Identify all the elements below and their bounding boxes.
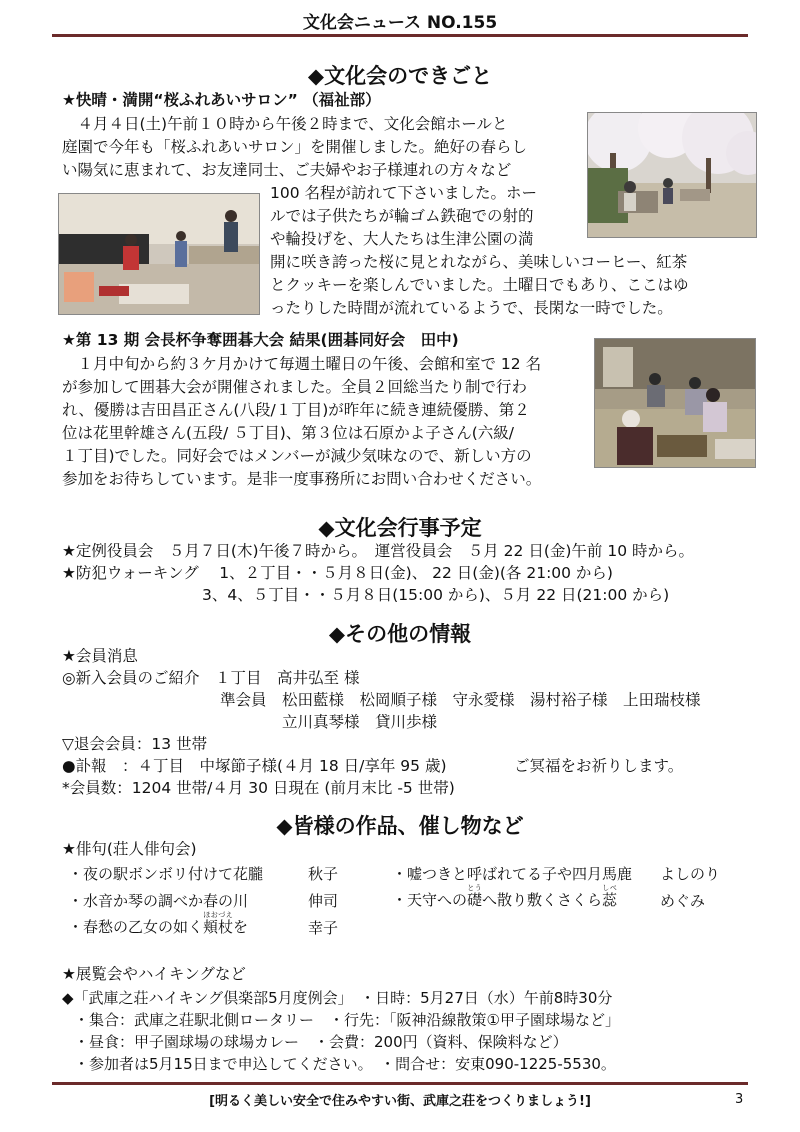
- hiking-line: ・参加者は5月15日まで申込してください。 ・問合せ：安東090-1225-5530。: [74, 1055, 616, 1073]
- haiku-author: よしのり: [660, 865, 721, 883]
- footer-slogan: [明るく美しい安全で住みやすい街、武庫之荘をつくりましょう!]: [209, 1094, 591, 1109]
- haiku-author: めぐみ: [660, 892, 706, 910]
- salon-line: や輪投げを、大人たちは生津公園の満: [270, 230, 534, 248]
- haiku-verse: ・嘘つきと呼ばれてる子や四月馬鹿: [392, 865, 633, 883]
- members-title: ★会員消息: [62, 647, 138, 665]
- salon-line: ４月４日(土)午前１０時から午後２時まで、文化会館ホールと: [62, 115, 508, 133]
- page-number: 3: [735, 1092, 744, 1107]
- go-title: ★第 13 期 会長杯争奪囲碁大会 結果(囲碁同好会 田中): [62, 331, 459, 349]
- quasi-members: 準会員 松田藍様 松岡順子様 守永愛様 湯村裕子様 上田瑞枝様: [220, 691, 701, 709]
- section-heading-schedule: ◆文化会行事予定: [318, 516, 482, 540]
- haiku-title: ★俳句(荘人俳句会): [62, 840, 197, 858]
- hiking-line: ◆「武庫之荘ハイキング倶楽部5月度例会」 ・日時：5月27日（水）午前8時30分: [62, 989, 613, 1007]
- go-line: １丁目)でした。同好会ではメンバーが減少気味なので、新しい方の: [62, 447, 532, 465]
- hiking-line: ・集合：武庫之荘駅北側ロータリー ・行先：「阪神沿線散策①甲子園球場など」: [74, 1011, 620, 1029]
- top-rule: [52, 34, 748, 37]
- member-count: *会員数：1204 世帯/４月 30 日現在 (前月末比 -5 世帯): [62, 779, 455, 797]
- salon-line: 100 名程が訪れて下さいました。ホー: [270, 184, 538, 202]
- go-line: 位は花里幹雄さん(五段/ ５丁目)、第３位は石原かよ子さん(六級/: [62, 424, 515, 442]
- go-line: 参加をお待ちしています。是非一度事務所にお問い合わせください。: [62, 470, 542, 488]
- section-heading-works: ◆皆様の作品、催し物など: [276, 814, 524, 838]
- salon-line: い陽気に恵まれて、お友達同士、ご夫婦やお子様連れの方々など: [62, 161, 512, 179]
- section-heading-other: ◆その他の情報: [328, 622, 472, 646]
- haiku-author: 幸子: [308, 919, 339, 937]
- section-heading-events: ◆文化会のできごと: [307, 64, 493, 88]
- haiku-verse: ・水音か琴の調べか春の川: [68, 892, 249, 910]
- salon-line: 庭園で今年も「桜ふれあいサロン」を開催しました。絶好の春らし: [62, 138, 528, 156]
- go-line: １月中旬から約３ケ月かけて毎週土曜日の午後、会館和室で 12 名: [62, 355, 542, 373]
- haiku-author: 伸司: [308, 892, 339, 910]
- obituary-message: ご冥福をお祈りします。: [514, 757, 684, 775]
- go-players-photo: [594, 338, 756, 468]
- withdrawn-members: ▽退会会員：13 世帯: [62, 735, 208, 753]
- schedule-line: ★防犯ウォーキング 1、２丁目・・５月８日(金)、 22 日(金)(各 21:00 から): [62, 564, 613, 582]
- quasi-members-cont: 立川真琴様 貸川歩様: [282, 713, 438, 731]
- haiku-verse: ・春愁の乙女の如く頬杖ほおづえを: [68, 911, 249, 936]
- schedule-line: ★定例役員会 ５月７日(木)午後７時から。 運営役員会 ５月 22 日(金)午前 10 時から。: [62, 542, 694, 560]
- salon-line: とクッキーを楽しんでいました。土曜日でもあり、ここはゆ: [270, 276, 689, 294]
- salon-title: ★快晴・満開“桜ふれあいサロン” （福祉部）: [62, 91, 381, 109]
- hiking-title: ★展覧会やハイキングなど: [62, 965, 246, 983]
- haiku-verse: ・天守への礎とうへ散り敷くさくら蕊しべ: [392, 884, 618, 909]
- salon-line: ったりした時間が流れているようで、長閑な一時でした。: [270, 299, 673, 317]
- bottom-rule: [52, 1082, 748, 1085]
- haiku-author: 秋子: [308, 865, 339, 883]
- salon-line: 開に咲き誇った桜に見とれながら、美味しいコーヒー、紅茶: [270, 253, 688, 271]
- newsletter-title: 文化会ニュース NO.155: [302, 13, 498, 33]
- haiku-verse: ・夜の駅ボンボリ付けて花朧: [68, 865, 264, 883]
- obituary: ●訃報 ：４丁目 中塚節子様(４月 18 日/享年 95 歳): [62, 757, 447, 775]
- schedule-line: 3、4、５丁目・・５月８日(15:00 から)、５月 22 日(21:00 から): [202, 586, 670, 604]
- children-games-photo: [58, 193, 260, 315]
- cherry-blossom-photo: [587, 112, 757, 238]
- salon-line: ルでは子供たちが輪ゴム鉄砲での射的: [270, 207, 534, 225]
- go-line: が参加して囲碁大会が開催されました。全員２回総当たり制で行わ: [62, 378, 528, 396]
- hiking-line: ・昼食：甲子園球場の球場カレー ・会費：200円（資料、保険料など）: [74, 1033, 568, 1051]
- go-line: れ、優勝は吉田昌正さん(八段/１丁目)が昨年に続き連続優勝、第２: [62, 401, 530, 419]
- new-members-intro: ◎新入会員のご紹介 １丁目 高井弘至 様: [62, 669, 360, 687]
